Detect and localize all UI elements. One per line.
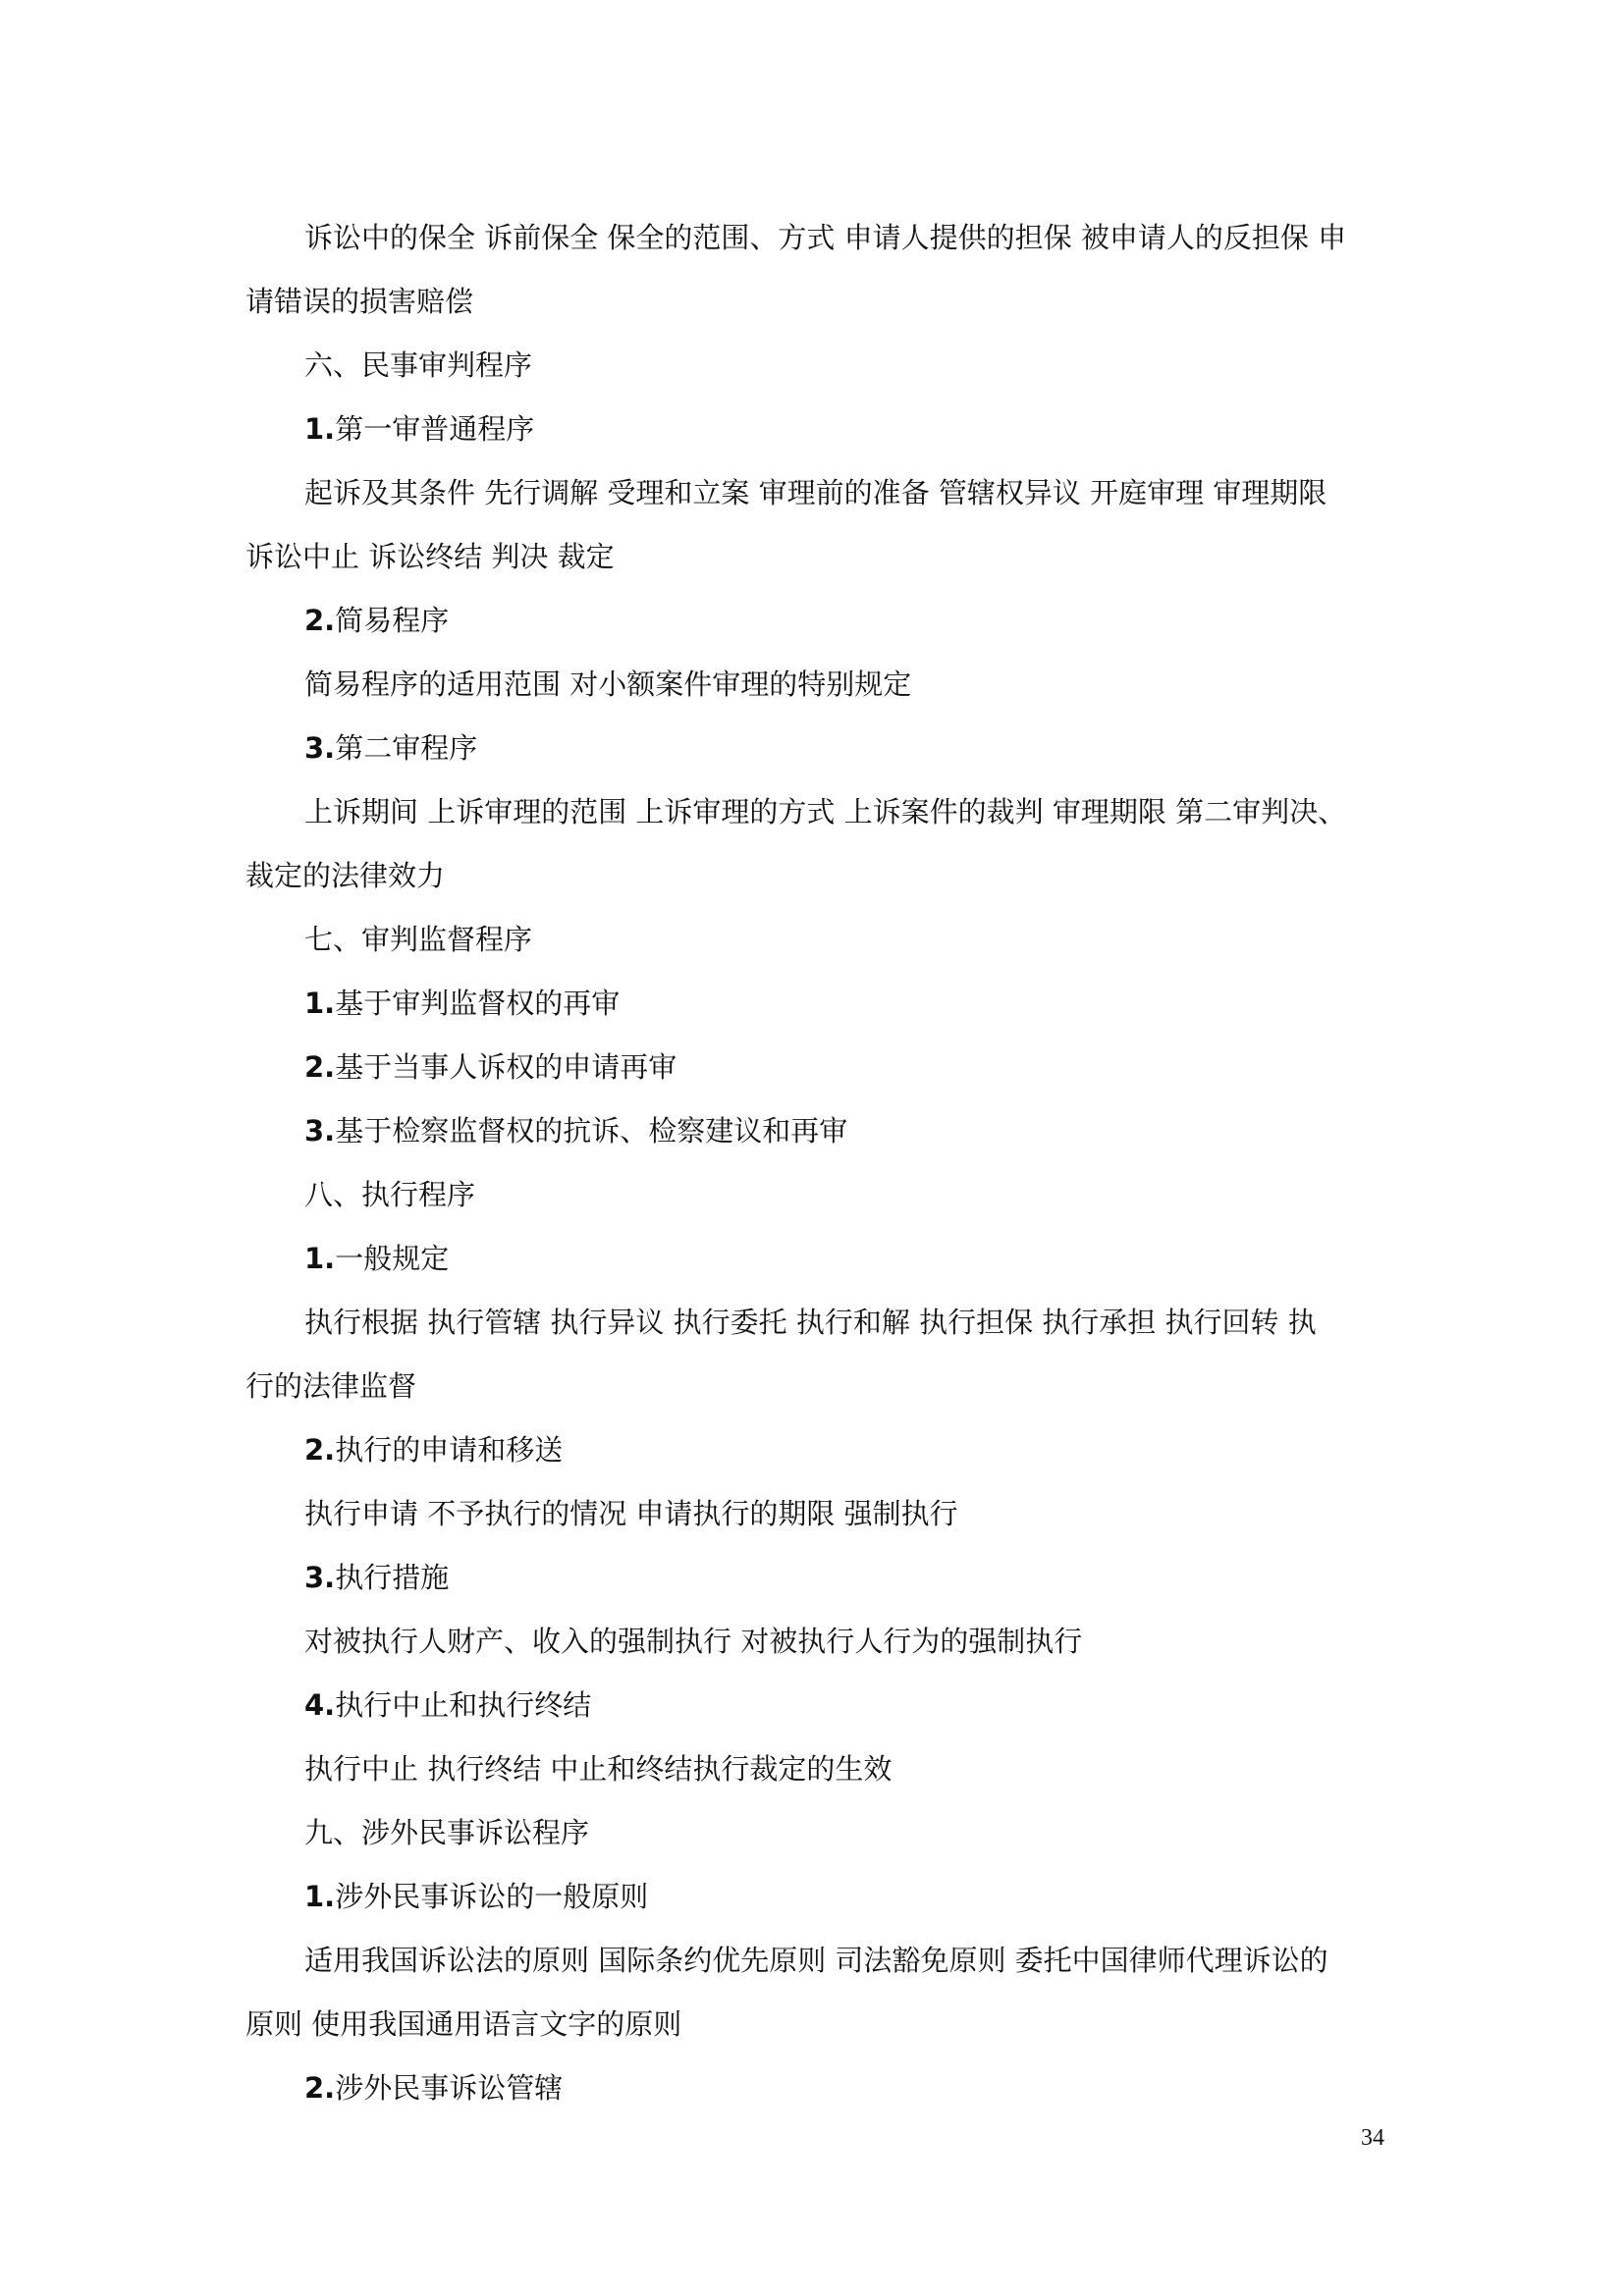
paragraph-line: 执行中止 执行终结 中止和终结执行裁定的生效 [304,1752,893,1786]
subsection-heading: 1.基于审判监督权的再审 [304,987,621,1020]
subsection-heading: 2.基于当事人诉权的申请再审 [304,1050,677,1084]
subsection-heading: 3.第二审程序 [304,731,478,765]
paragraph-line: 裁定的法律效力 [245,859,446,892]
paragraph-line: 诉讼中的保全 诉前保全 保全的范围、方式 申请人提供的担保 被申请人的反担保 申 [304,221,1347,254]
paragraph-line: 执行申请 不予执行的情况 申请执行的期限 强制执行 [304,1497,958,1530]
subsection-heading: 1.第一审普通程序 [304,412,535,446]
subsection-heading: 2.执行的申请和移送 [304,1433,564,1467]
paragraph-line: 原则 使用我国通用语言文字的原则 [245,2007,682,2041]
subsection-heading: 1.一般规定 [304,1242,450,1275]
paragraph-line: 简易程序的适用范围 对小额案件审理的特别规定 [304,667,912,701]
subsection-heading: 4.执行中止和执行终结 [304,1688,592,1722]
page-number: 34 [1361,2125,1384,2151]
subsection-heading: 1.涉外民事诉讼的一般原则 [304,1880,649,1913]
subsection-heading: 2.简易程序 [304,604,450,637]
section-heading: 八、执行程序 [304,1178,476,1211]
subsection-heading: 3.执行措施 [304,1561,450,1594]
paragraph-line: 对被执行人财产、收入的强制执行 对被执行人行为的强制执行 [304,1625,1083,1658]
paragraph-line: 诉讼中止 诉讼终结 判决 裁定 [245,540,615,573]
paragraph-line: 适用我国诉讼法的原则 国际条约优先原则 司法豁免原则 委托中国律师代理诉讼的 [304,1944,1328,1977]
subsection-heading: 2.涉外民事诉讼管辖 [304,2071,564,2105]
paragraph-line: 执行根据 执行管辖 执行异议 执行委托 执行和解 执行担保 执行承担 执行回转 执 [304,1306,1317,1339]
subsection-heading: 3.基于检察监督权的抗诉、检察建议和再审 [304,1114,848,1148]
section-heading: 六、民事审判程序 [304,348,533,382]
section-heading: 七、审判监督程序 [304,923,533,956]
section-heading: 九、涉外民事诉讼程序 [304,1816,590,1849]
paragraph-line: 行的法律监督 [245,1369,417,1403]
paragraph-line: 上诉期间 上诉审理的范围 上诉审理的方式 上诉案件的裁判 审理期限 第二审判决、 [304,795,1347,828]
paragraph-line: 起诉及其条件 先行调解 受理和立案 审理前的准备 管辖权异议 开庭审理 审理期限 [304,476,1327,509]
document-body [245,206,1394,2120]
paragraph-line: 请错误的损害赔偿 [245,285,474,318]
